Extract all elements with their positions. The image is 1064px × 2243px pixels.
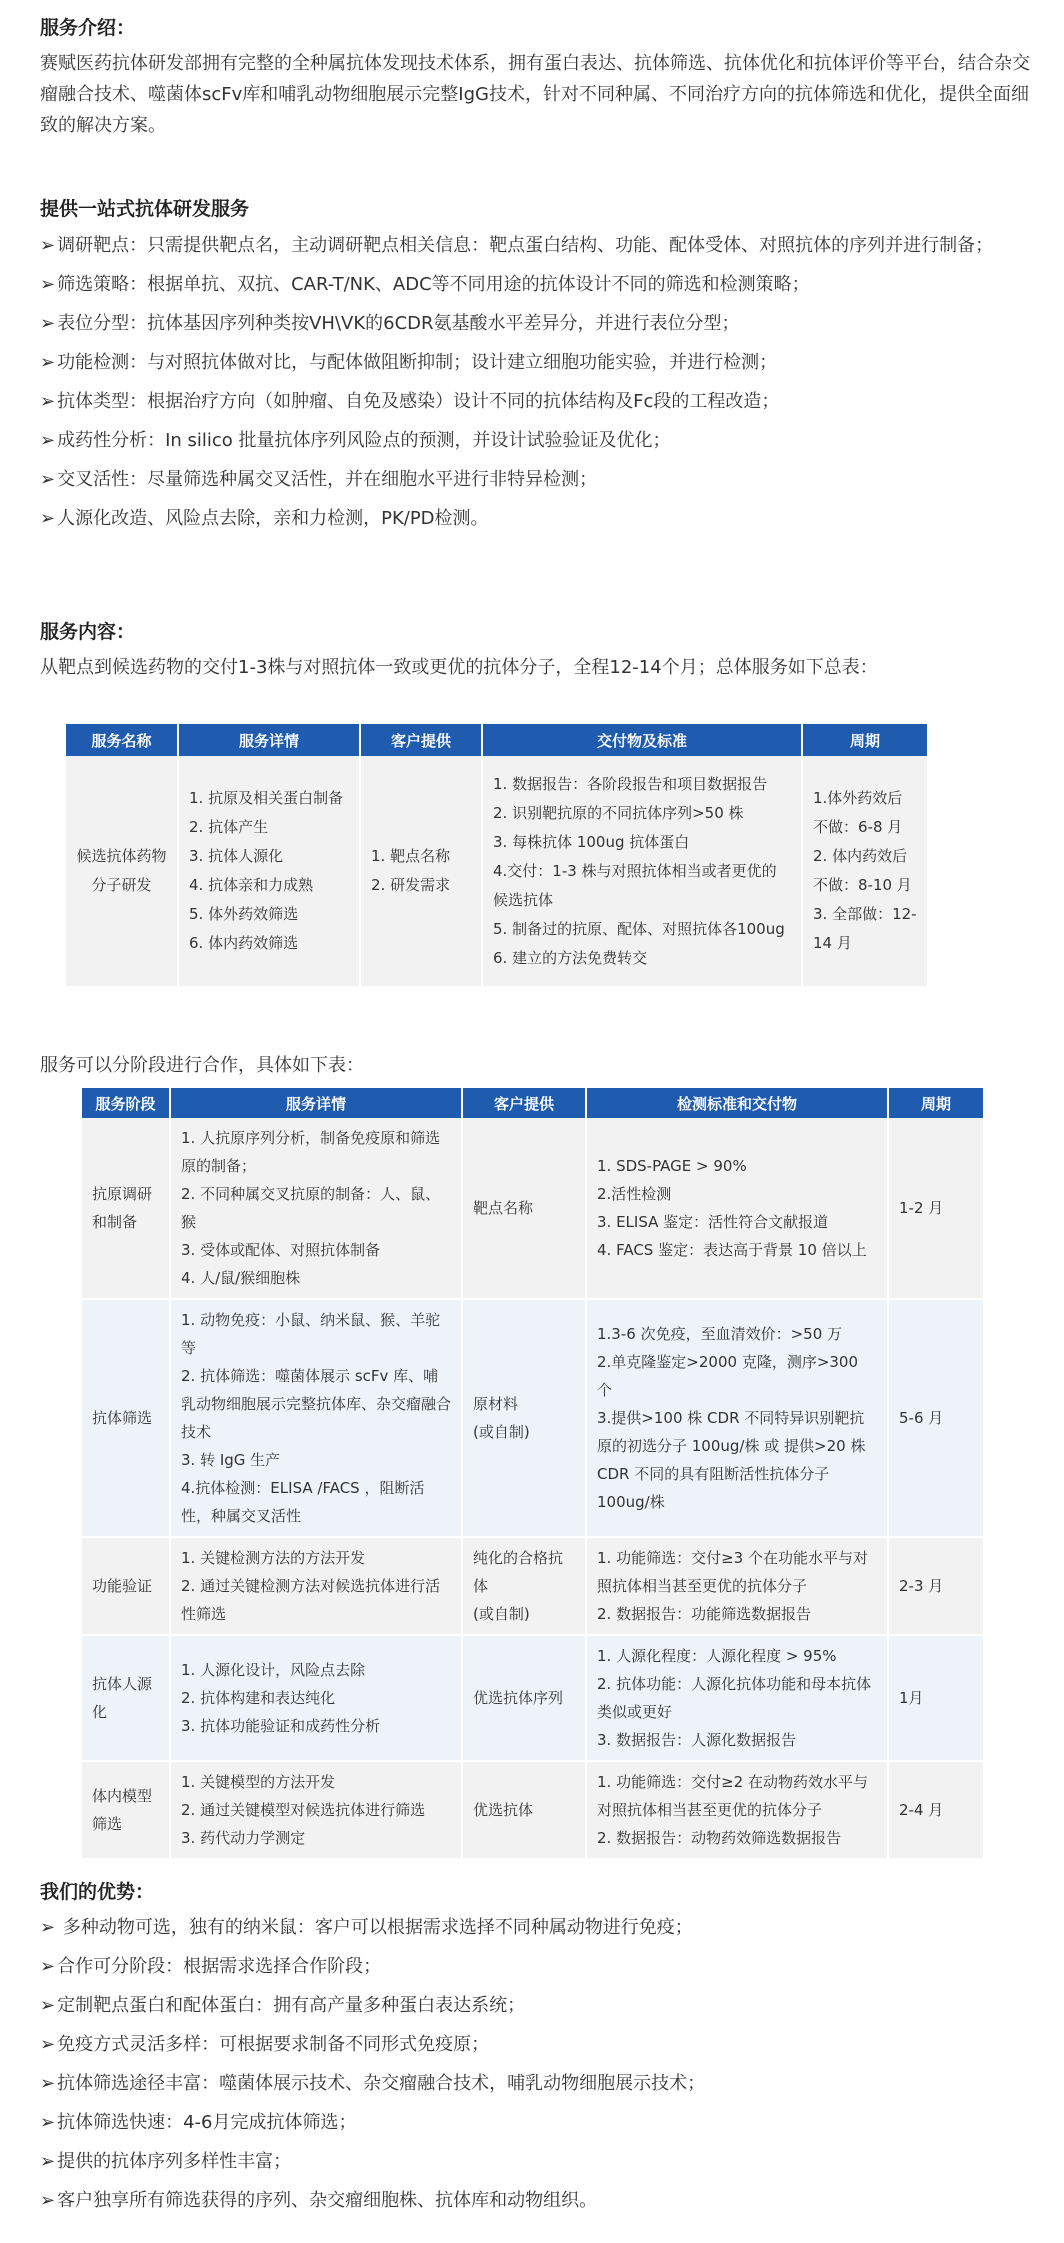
cell-line: 2. 抗体产生 (189, 818, 269, 836)
service-name-cell: 候选抗体药物分子研发 (66, 756, 178, 986)
arrow-bullet-icon: ➢ (40, 1917, 56, 1938)
cell-line: 1. 关键模型的方法开发 (181, 1773, 336, 1791)
list-item (40, 425, 1040, 456)
cell-line: 1. 数据报告：各阶段报告和项目数据报告 (493, 774, 768, 793)
stage-intro-text: 服务可以分阶段进行合作，具体如下表： (40, 1055, 364, 1076)
list-item (40, 1912, 1040, 1943)
cell-line: 1. 人抗原序列分析，制备免疫原和筛选原的制备； (181, 1129, 441, 1175)
intro-text: 赛赋医药抗体研发部拥有完整的全种属抗体发现技术体系，拥有蛋白表达、抗体筛选、抗体优化和抗体评价等平台，结合杂交瘤融合技术、噬菌体scFv库和哺乳动物细胞展示完整IgG技术，针对不同种属、不同治疗方向的抗体筛选和优化，提供全面细致的解决方案。 (40, 53, 1030, 136)
table-row (82, 1118, 984, 1299)
list-item-text: 筛选策略：根据单抗、双抗、CAR-T/NK、ADC等不同用途的抗体设计不同的筛选和检测策略； (57, 274, 810, 295)
list-item-text: 成药性分析：In silico 批量抗体序列风险点的预测，并设计试验验证及优化； (57, 430, 671, 451)
list-item-text: 多种动物可选，独有的纳米鼠：客户可以根据需求选择不同种属动物进行免疫； (57, 1917, 693, 1938)
arrow-bullet-icon: ➢ (40, 2034, 56, 2055)
list-item-text: 抗体筛选途径丰富：噬菌体展示技术、杂交瘤融合技术，哺乳动物细胞展示技术； (57, 2073, 706, 2094)
advantages-list (40, 1912, 1040, 2224)
cell-line: 2. 不同种属交叉抗原的制备：人、鼠、猴 (181, 1185, 441, 1231)
list-item (40, 269, 1040, 300)
col-header: 交付物及标准 (482, 724, 802, 756)
overall-table-header (66, 724, 928, 756)
list-item (40, 1951, 1040, 1982)
table-row (82, 1635, 984, 1761)
period-cell: 5-6 月 (888, 1299, 984, 1537)
list-item (40, 386, 1040, 417)
list-item (40, 308, 1040, 339)
cell-line: 1.体外药效后不做：6-8 月 (813, 789, 903, 836)
client-provide-cell (360, 756, 482, 986)
period-cell: 1-2 月 (888, 1118, 984, 1299)
cell-line: 4. 人/鼠/猴细胞株 (181, 1269, 301, 1287)
arrow-bullet-icon: ➢ (40, 2112, 56, 2133)
client-provide-cell (462, 1118, 586, 1299)
cell-line: 1.3-6 次免疫，至血清效价：>50 万 (597, 1325, 843, 1343)
list-item (40, 503, 1040, 534)
arrow-bullet-icon: ➢ (40, 508, 56, 529)
cell-line: 4.抗体检测：ELISA /FACS ，阻断活性，种属交叉活性 (181, 1479, 425, 1525)
cell-line: 5. 体外药效筛选 (189, 905, 299, 923)
cell-line: 靶点名称 (473, 1199, 534, 1217)
list-item (40, 230, 1040, 261)
cell-line: 3.提供>100 株 CDR 不同特异识别靶抗原的初选分子 100ug/株 或 提供>20 株 CDR 不同的具有阻断活性抗体分子 100ug/株 (597, 1409, 866, 1511)
stage-name-cell: 抗体人源化 (82, 1635, 170, 1761)
onestop-heading: 提供一站式抗体研发服务 (40, 198, 250, 220)
cell-line: 6. 体内药效筛选 (189, 934, 299, 952)
deliverables-cell (586, 1118, 888, 1299)
cell-line: 1. 关键检测方法的方法开发 (181, 1549, 366, 1567)
arrow-bullet-icon: ➢ (40, 274, 56, 295)
cell-line: 3. 全部做：12-14 月 (813, 905, 917, 952)
stage-name-cell: 功能验证 (82, 1537, 170, 1635)
cell-line: 4.交付：1-3 株与对照抗体相当或者更优的候选抗体 (493, 861, 777, 909)
arrow-bullet-icon: ➢ (40, 1995, 56, 2016)
col-header: 客户提供 (360, 724, 482, 756)
stage-name-cell: 抗原调研和制备 (82, 1118, 170, 1299)
list-item (40, 347, 1040, 378)
cell-line: 1. 功能筛选：交付≥2 在动物药效水平与对照抗体相当甚至更优的抗体分子 (597, 1773, 868, 1819)
overall-service-table (66, 724, 929, 986)
cell-line: 2. 抗体筛选：噬菌体展示 scFv 库、哺乳动物细胞展示完整抗体库、杂交瘤融合技术 (181, 1367, 452, 1441)
service-details-cell (178, 756, 360, 986)
list-item-text: 提供的抗体序列多样性丰富； (57, 2151, 292, 2172)
list-item (40, 2185, 1040, 2216)
arrow-bullet-icon: ➢ (40, 352, 56, 373)
stage-details-cell (170, 1537, 462, 1635)
cell-line: 4. 抗体亲和力成熟 (189, 876, 314, 894)
period-cell (802, 756, 928, 986)
cell-line: 4. FACS 鉴定：表达高于背景 10 倍以上 (597, 1241, 867, 1259)
arrow-bullet-icon: ➢ (40, 2073, 56, 2094)
list-item-text: 客户独享所有筛选获得的序列、杂交瘤细胞株、抗体库和动物组织。 (57, 2190, 598, 2211)
period-cell: 1月 (888, 1635, 984, 1761)
col-header: 服务详情 (178, 724, 360, 756)
list-item-text: 功能检测：与对照抗体做对比，与配体做阻断抑制；设计建立细胞功能实验，并进行检测； (57, 352, 778, 373)
arrow-bullet-icon: ➢ (40, 2190, 56, 2211)
col-header: 服务阶段 (82, 1088, 170, 1118)
client-provide-cell (462, 1761, 586, 1859)
arrow-bullet-icon: ➢ (40, 313, 56, 334)
cell-line: (或自制) (473, 1423, 530, 1441)
col-header: 周期 (888, 1088, 984, 1118)
cell-line: 1. 动物免疫：小鼠、纳米鼠、猴、羊驼等 (181, 1311, 441, 1357)
list-item (40, 1990, 1040, 2021)
col-header: 服务详情 (170, 1088, 462, 1118)
list-item-text: 合作可分阶段：根据需求选择合作阶段； (57, 1956, 382, 1977)
cell-line: 纯化的合格抗体 (473, 1549, 564, 1595)
cell-line: 2. 数据报告：动物药效筛选数据报告 (597, 1829, 842, 1847)
client-provide-cell (462, 1299, 586, 1537)
cell-line: 3. 数据报告：人源化数据报告 (597, 1731, 797, 1749)
stage-service-table (82, 1088, 985, 1860)
cell-line: 2. 数据报告：功能筛选数据报告 (597, 1605, 812, 1623)
list-item-text: 人源化改造、风险点去除，亲和力检测，PK/PD检测。 (57, 508, 489, 529)
cell-line: 1. SDS-PAGE > 90% (597, 1157, 747, 1175)
table-row (66, 756, 928, 986)
cell-line: 2. 体内药效后不做：8-10 月 (813, 847, 912, 894)
stage-details-cell (170, 1635, 462, 1761)
arrow-bullet-icon: ➢ (40, 430, 56, 451)
list-item (40, 2068, 1040, 2099)
list-item-text: 定制靶点蛋白和配体蛋白：拥有高产量多种蛋白表达系统； (57, 1995, 526, 2016)
content-heading: 服务内容： (40, 621, 136, 643)
arrow-bullet-icon: ➢ (40, 235, 56, 256)
stage-name-cell: 抗体筛选 (82, 1299, 170, 1537)
cell-line: 优选抗体 (473, 1801, 534, 1819)
col-header: 周期 (802, 724, 928, 756)
col-header: 检测标准和交付物 (586, 1088, 888, 1118)
cell-line: 3. 转 IgG 生产 (181, 1451, 281, 1469)
list-item-text: 表位分型：抗体基因序列种类按VH\VK的6CDR氨基酸水平差异分，并进行表位分型； (57, 313, 740, 334)
period-cell: 2-3 月 (888, 1537, 984, 1635)
deliverables-cell (586, 1635, 888, 1761)
list-item-text: 调研靶点：只需提供靶点名，主动调研靶点相关信息：靶点蛋白结构、功能、配体受体、对照抗体的序列并进行制备； (57, 235, 994, 256)
cell-line: 2. 抗体功能：人源化抗体功能和母本抗体类似或更好 (597, 1675, 872, 1721)
stage-table-header (82, 1088, 984, 1118)
col-header: 客户提供 (462, 1088, 586, 1118)
cell-line: 2.活性检测 (597, 1185, 672, 1203)
list-item-text: 抗体筛选快速：4-6月完成抗体筛选； (57, 2112, 357, 2133)
stage-details-cell (170, 1299, 462, 1537)
cell-line: 3. 抗体功能验证和成药性分析 (181, 1717, 381, 1735)
col-header: 服务名称 (66, 724, 178, 756)
arrow-bullet-icon: ➢ (40, 469, 56, 490)
cell-line: 1. 靶点名称 (371, 847, 451, 865)
arrow-bullet-icon: ➢ (40, 391, 56, 412)
stage-details-cell (170, 1118, 462, 1299)
cell-line: 2. 识别靶抗原的不同抗体序列>50 株 (493, 803, 744, 822)
list-item-text: 抗体类型：根据治疗方向（如肿瘤、自免及感染）设计不同的抗体结构及Fc段的工程改造； (57, 391, 780, 412)
period-cell: 2-4 月 (888, 1761, 984, 1859)
deliverables-cell (482, 756, 802, 986)
stage-details-cell (170, 1761, 462, 1859)
client-provide-cell (462, 1635, 586, 1761)
arrow-bullet-icon: ➢ (40, 2151, 56, 2172)
deliverables-cell (586, 1761, 888, 1859)
deliverables-cell (586, 1299, 888, 1537)
list-item (40, 2029, 1040, 2060)
cell-line: 原材料 (473, 1395, 519, 1413)
cell-line: 6. 建立的方法免费转交 (493, 948, 648, 967)
table-row (82, 1537, 984, 1635)
content-text: 从靶点到候选药物的交付1-3株与对照抗体一致或更优的抗体分子，全程12-14个月；总体服务如下总表： (40, 657, 878, 678)
cell-line: 5. 制备过的抗原、配体、对照抗体各100ug (493, 919, 785, 938)
cell-line: 3. ELISA 鉴定：活性符合文献报道 (597, 1213, 829, 1231)
client-provide-cell (462, 1537, 586, 1635)
cell-line: 1. 人源化程度：人源化程度 > 95% (597, 1647, 837, 1665)
cell-line: 2.单克隆鉴定>2000 克隆，测序>300 个 (597, 1353, 859, 1399)
list-item (40, 464, 1040, 495)
list-item (40, 2107, 1040, 2138)
list-item-text: 交叉活性：尽量筛选种属交叉活性，并在细胞水平进行非特异检测； (57, 469, 598, 490)
cell-line: 1. 功能筛选：交付≥3 个在功能水平与对照抗体相当甚至更优的抗体分子 (597, 1549, 868, 1595)
stage-name-cell: 体内模型筛选 (82, 1761, 170, 1859)
cell-line: (或自制) (473, 1605, 530, 1623)
cell-line: 3. 受体或配体、对照抗体制备 (181, 1241, 381, 1259)
table-row (82, 1299, 984, 1537)
list-item (40, 2146, 1040, 2177)
cell-line: 3. 药代动力学测定 (181, 1829, 306, 1847)
cell-line: 2. 通过关键检测方法对候选抗体进行活性筛选 (181, 1577, 441, 1623)
cell-line: 1. 人源化设计，风险点去除 (181, 1661, 366, 1679)
onestop-list (40, 230, 1040, 542)
cell-line: 2. 研发需求 (371, 876, 451, 894)
arrow-bullet-icon: ➢ (40, 1956, 56, 1977)
cell-line: 3. 每株抗体 100ug 抗体蛋白 (493, 832, 690, 851)
cell-line: 2. 抗体构建和表达纯化 (181, 1689, 336, 1707)
cell-line: 2. 通过关键模型对候选抗体进行筛选 (181, 1801, 426, 1819)
cell-line: 3. 抗体人源化 (189, 847, 284, 865)
advantages-heading: 我们的优势： (40, 1881, 155, 1903)
table-row (82, 1761, 984, 1859)
cell-line: 优选抗体序列 (473, 1689, 564, 1707)
intro-heading: 服务介绍： (40, 17, 136, 39)
cell-line: 1. 抗原及相关蛋白制备 (189, 789, 344, 807)
list-item-text: 免疫方式灵活多样：可根据要求制备不同形式免疫原； (57, 2034, 490, 2055)
deliverables-cell (586, 1537, 888, 1635)
